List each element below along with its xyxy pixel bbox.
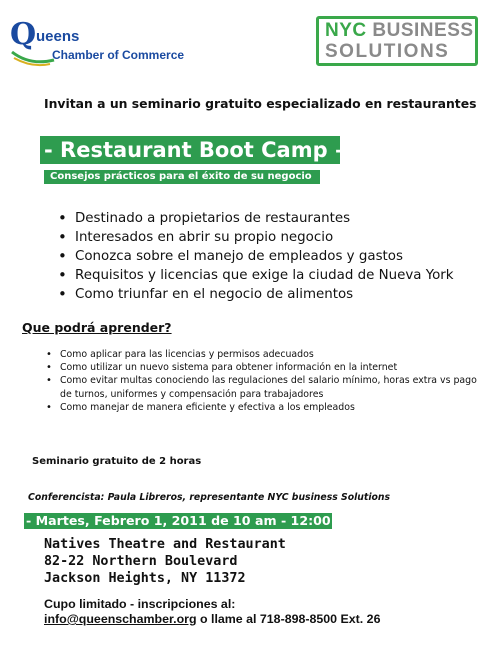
registration-note: Cupo limitado - inscripciones al: — [44, 597, 236, 611]
list-item: • Como evitar multas conociendo las regulaciones del salario mínimo, horas extra vs pago de turnos, uniformes y compensación para trabajadores — [46, 374, 486, 400]
venue-street: 82-22 Northern Boulevard — [44, 554, 238, 569]
queens-logo-chamber: Chamber of Commerce — [52, 48, 185, 62]
list-item: • Como manejar de manera eficiente y efectiva a los empleados — [46, 401, 486, 414]
audience-list — [58, 209, 454, 304]
list-item: • Requisitos y licencias que exige la ciudad de Nueva York — [58, 266, 454, 285]
learn-heading: Que podrá aprender? — [22, 320, 172, 335]
venue-address — [44, 536, 286, 587]
list-item: • Destinado a propietarios de restaurantes — [58, 209, 454, 228]
email-link[interactable]: info@queenschamber.org — [44, 612, 197, 626]
list-item: • Interesados en abrir su propio negocio — [58, 228, 454, 247]
learn-list — [46, 348, 486, 414]
queens-logo-q: Q — [10, 17, 37, 52]
speaker-line: Conferencista: Paula Libreros, representante NYC business Solutions — [28, 492, 391, 503]
queens-swoosh-icon — [10, 48, 70, 68]
queens-chamber-logo — [10, 18, 200, 74]
event-date: - Martes, Febrero 1, 2011 de 10 am - 12:00 — [26, 513, 331, 528]
list-item: • Conozca sobre el manejo de empleados y gastos — [58, 247, 454, 266]
subtitle: Consejos prácticos para el éxito de su negocio — [50, 171, 312, 182]
nyc-business-solutions-logo — [316, 16, 478, 66]
free-seminar-note: Seminario gratuito de 2 horas — [32, 456, 202, 467]
list-item: • Como aplicar para las licencias y permisos adecuados — [46, 348, 486, 361]
page-title: - Restaurant Boot Camp – — [44, 138, 346, 162]
invite-text: Invitan a un seminario gratuito especializado en restaurantes — [44, 96, 477, 111]
nyc-logo-line2: SOLUTIONS — [325, 41, 450, 62]
venue-name: Natives Theatre and Restaurant — [44, 537, 286, 552]
nyc-logo-line1: NYC BUSINESS — [325, 20, 474, 41]
list-item: • Como utilizar un nuevo sistema para obtener información en la internet — [46, 361, 486, 374]
list-item: • Como triunfar en el negocio de alimentos — [58, 285, 454, 304]
contact-line — [44, 612, 380, 626]
queens-logo-name: ueens — [36, 28, 80, 45]
venue-city: Jackson Heights, NY 11372 — [44, 571, 246, 586]
contact-phone-text: o llame al 718-898-8500 Ext. 26 — [196, 612, 381, 626]
